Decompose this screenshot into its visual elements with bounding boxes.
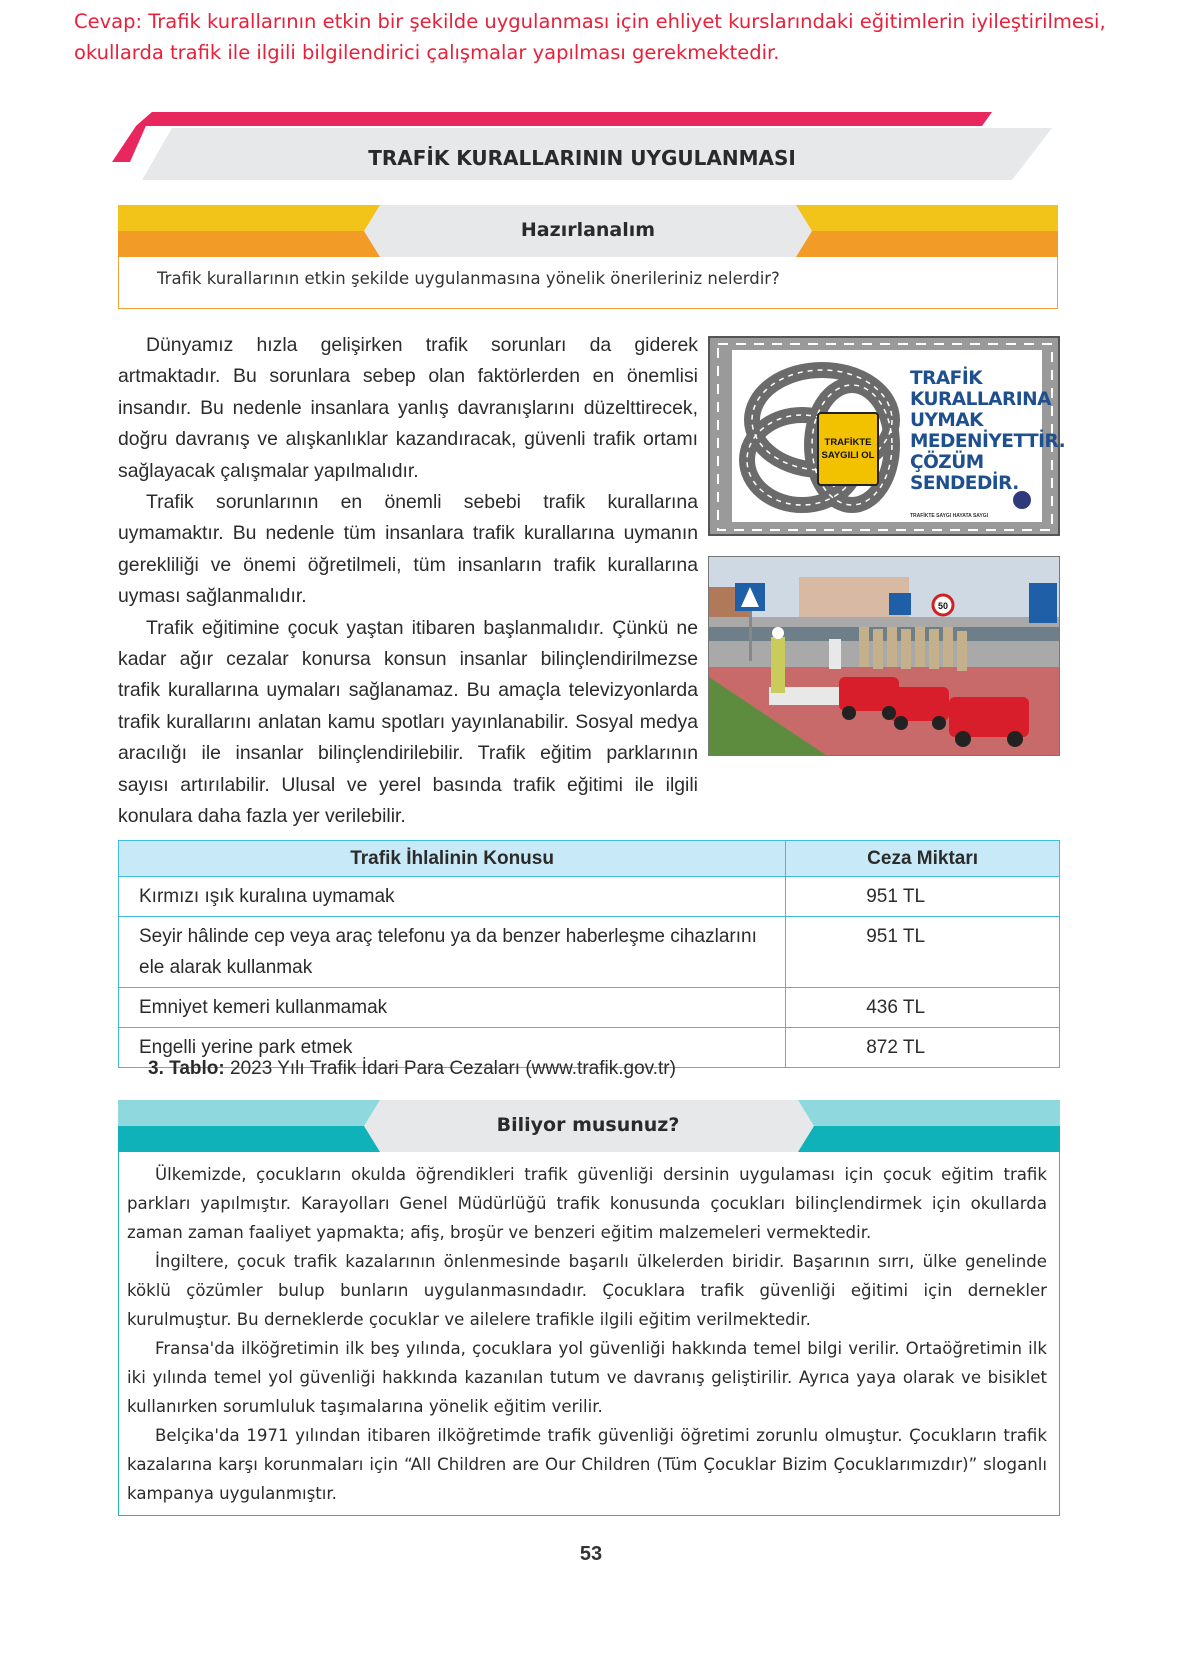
caption-label: 3. Tablo:	[148, 1058, 225, 1079]
poster-slogan	[910, 368, 1066, 494]
table-caption	[148, 1058, 676, 1080]
violation-cell: Seyir hâlinde cep veya araç telefonu ya da benzer haberleşme cihazlarını ele alarak kullanmak	[119, 917, 786, 988]
violation-cell: Kırmızı ışık kuralına uymamak	[119, 877, 786, 917]
fine-cell: 436 TL	[786, 988, 1060, 1028]
table-row	[119, 877, 1060, 917]
slogan-line: KURALLARINA	[910, 389, 1051, 410]
traffic-poster	[708, 336, 1066, 536]
poster-footer: TRAFİKTE SAYGI HAYATA SAYGI	[910, 513, 989, 519]
fine-cell: 951 TL	[786, 877, 1060, 917]
section-title: TRAFİK KURALLARININ UYGULANMASI	[368, 146, 796, 170]
prepare-question: Trafik kurallarının etkin şekilde uygulanmasına yönelik önerileriniz nelerdir?	[157, 269, 780, 288]
page-number: 53	[579, 1543, 603, 1565]
slogan-line: UYMAK	[910, 410, 983, 431]
body-paragraph: Dünyamız hızla gelişirken trafik sorunları da giderek artmaktadır. Bu sorunlara sebep olan faktörlerden en önemlisi insandır. Bu nedenle insanlara yanlış davranışlarını düzelttirecek, doğru davranış ve alışkanlıklar kazandıracak, güvenli trafik ortamı sağlayacak çalışmalar yapılmalıdır.	[118, 334, 698, 482]
fine-cell: 872 TL	[786, 1028, 1060, 1068]
poster-canvas	[732, 350, 1066, 522]
know-paragraph: Fransa'da ilköğretimin ilk beş yılında, çocuklara yol güvenliği hakkında temel bilgi verilir. Ortaöğretimin ilk iki yılında temel yol güvenliği hakkında kazanılan tutum ve davranış geliştirilir. Ayrıca yaya olarak ve bisiklet kullanırken sorumluluk taşımalarına yönelik eğitim verilir.	[127, 1339, 1047, 1416]
know-paragraph: İngiltere, çocuk trafik kazalarının önlenmesinde başarılı ülkelerden biridir. Başarının sırrı, ülke genelinde köklü çözümler bulup bunların uygulanmasındadır. Çocuklara trafik güvenliği eğitimi için dernekler kurulmuştur. Bu derneklerde çocuklar ve ailelere trafikle ilgili eğitim verilmektedir.	[127, 1252, 1047, 1329]
speed-limit-sign: 50	[937, 601, 949, 611]
table-row	[119, 917, 1060, 988]
traffic-park-photo	[708, 556, 1060, 756]
slogan-line: ÇÖZÜM	[910, 452, 984, 473]
know-text	[127, 1160, 1047, 1508]
fine-cell: 951 TL	[786, 917, 1060, 988]
violation-cell: Emniyet kemeri kullanmamak	[119, 988, 786, 1028]
caption-text: 2023 Yılı Trafik İdari Para Cezaları (www.trafik.gov.tr)	[224, 1058, 676, 1079]
know-title: Biliyor musunuz?	[496, 1114, 680, 1136]
table-header-row	[119, 841, 1060, 877]
answer-text: Cevap: Trafik kurallarının etkin bir şekilde uygulanması için ehliyet kurslarındaki eğitimlerin iyileştirilmesi, okullarda trafik ile ilgili bilgilendirici çalışmalar yapılması gerekmektedir.	[74, 10, 1106, 64]
prepare-title: Hazırlanalım	[520, 219, 656, 241]
know-paragraph: Belçika'da 1971 yılından itibaren ilköğretimde trafik güvenliği öğretimi zorunlu olmuştur. Çocukların trafik kazalarına karşı korunmaları için “All Children are Our Children (Tüm Çocuklar Bizim Çocuklarımızdır)” sloganlı kampanya uygulanmıştır.	[127, 1426, 1047, 1503]
know-paragraph: Ülkemizde, çocukların okulda öğrendikleri trafik güvenliği dersinin uygulaması için çocuk eğitim trafik parkları yapılmıştır. Karayolları Genel Müdürlüğü trafik konusunda çocukları bilinçlendirmek için okullarda zaman zaman faaliyet yapmakta; afiş, broşür ve benzeri eğitim malzemeleri vermektedir.	[127, 1165, 1047, 1242]
prepare-box	[118, 257, 1058, 309]
violation-cell: Engelli yerine park etmek	[119, 1028, 786, 1068]
body-paragraph: Trafik sorunlarının en önemli sebebi trafik kurallarına uymamaktır. Bu nedenle tüm insanlara trafik kurallarına uymanın gerekliliği ve önemi öğretilmeli, tüm insanların trafik kurallarına uyması sağlanmalıdır.	[118, 491, 698, 608]
table-row	[119, 988, 1060, 1028]
slogan-line: SENDEDİR.	[910, 473, 1019, 494]
column-header-fine: Ceza Miktarı	[786, 841, 1060, 877]
body-paragraph: Trafik eğitimine çocuk yaştan itibaren başlanmalıdır. Çünkü ne kadar ağır cezalar konursa konsun insanlar bilinçlendirilmezse trafik kurallarına uymaları sağlanamaz. Bu amaçla televizyonlarda trafik kurallarını anlatan kamu spotları yayınlanabilir. Sosyal medya aracılığı ile insanlar bilinçlendirilebilir. Trafik eğitim parklarının sayısı artırılabilir. Ulusal ve yerel basında trafik eğitimi ile ilgili konulara daha fazla yer verilebilir.	[118, 616, 698, 828]
slogan-line: MEDENİYETTİR.	[910, 431, 1066, 452]
slogan-line: TRAFİK	[910, 368, 983, 389]
photo-illustration	[709, 557, 1060, 756]
column-header-violation: Trafik İhlalinin Konusu	[119, 841, 786, 877]
body-text	[118, 330, 698, 833]
traffic-fine-table	[118, 840, 1060, 1068]
respect-sign: TRAFİKTE SAYGILI OL	[817, 412, 879, 486]
